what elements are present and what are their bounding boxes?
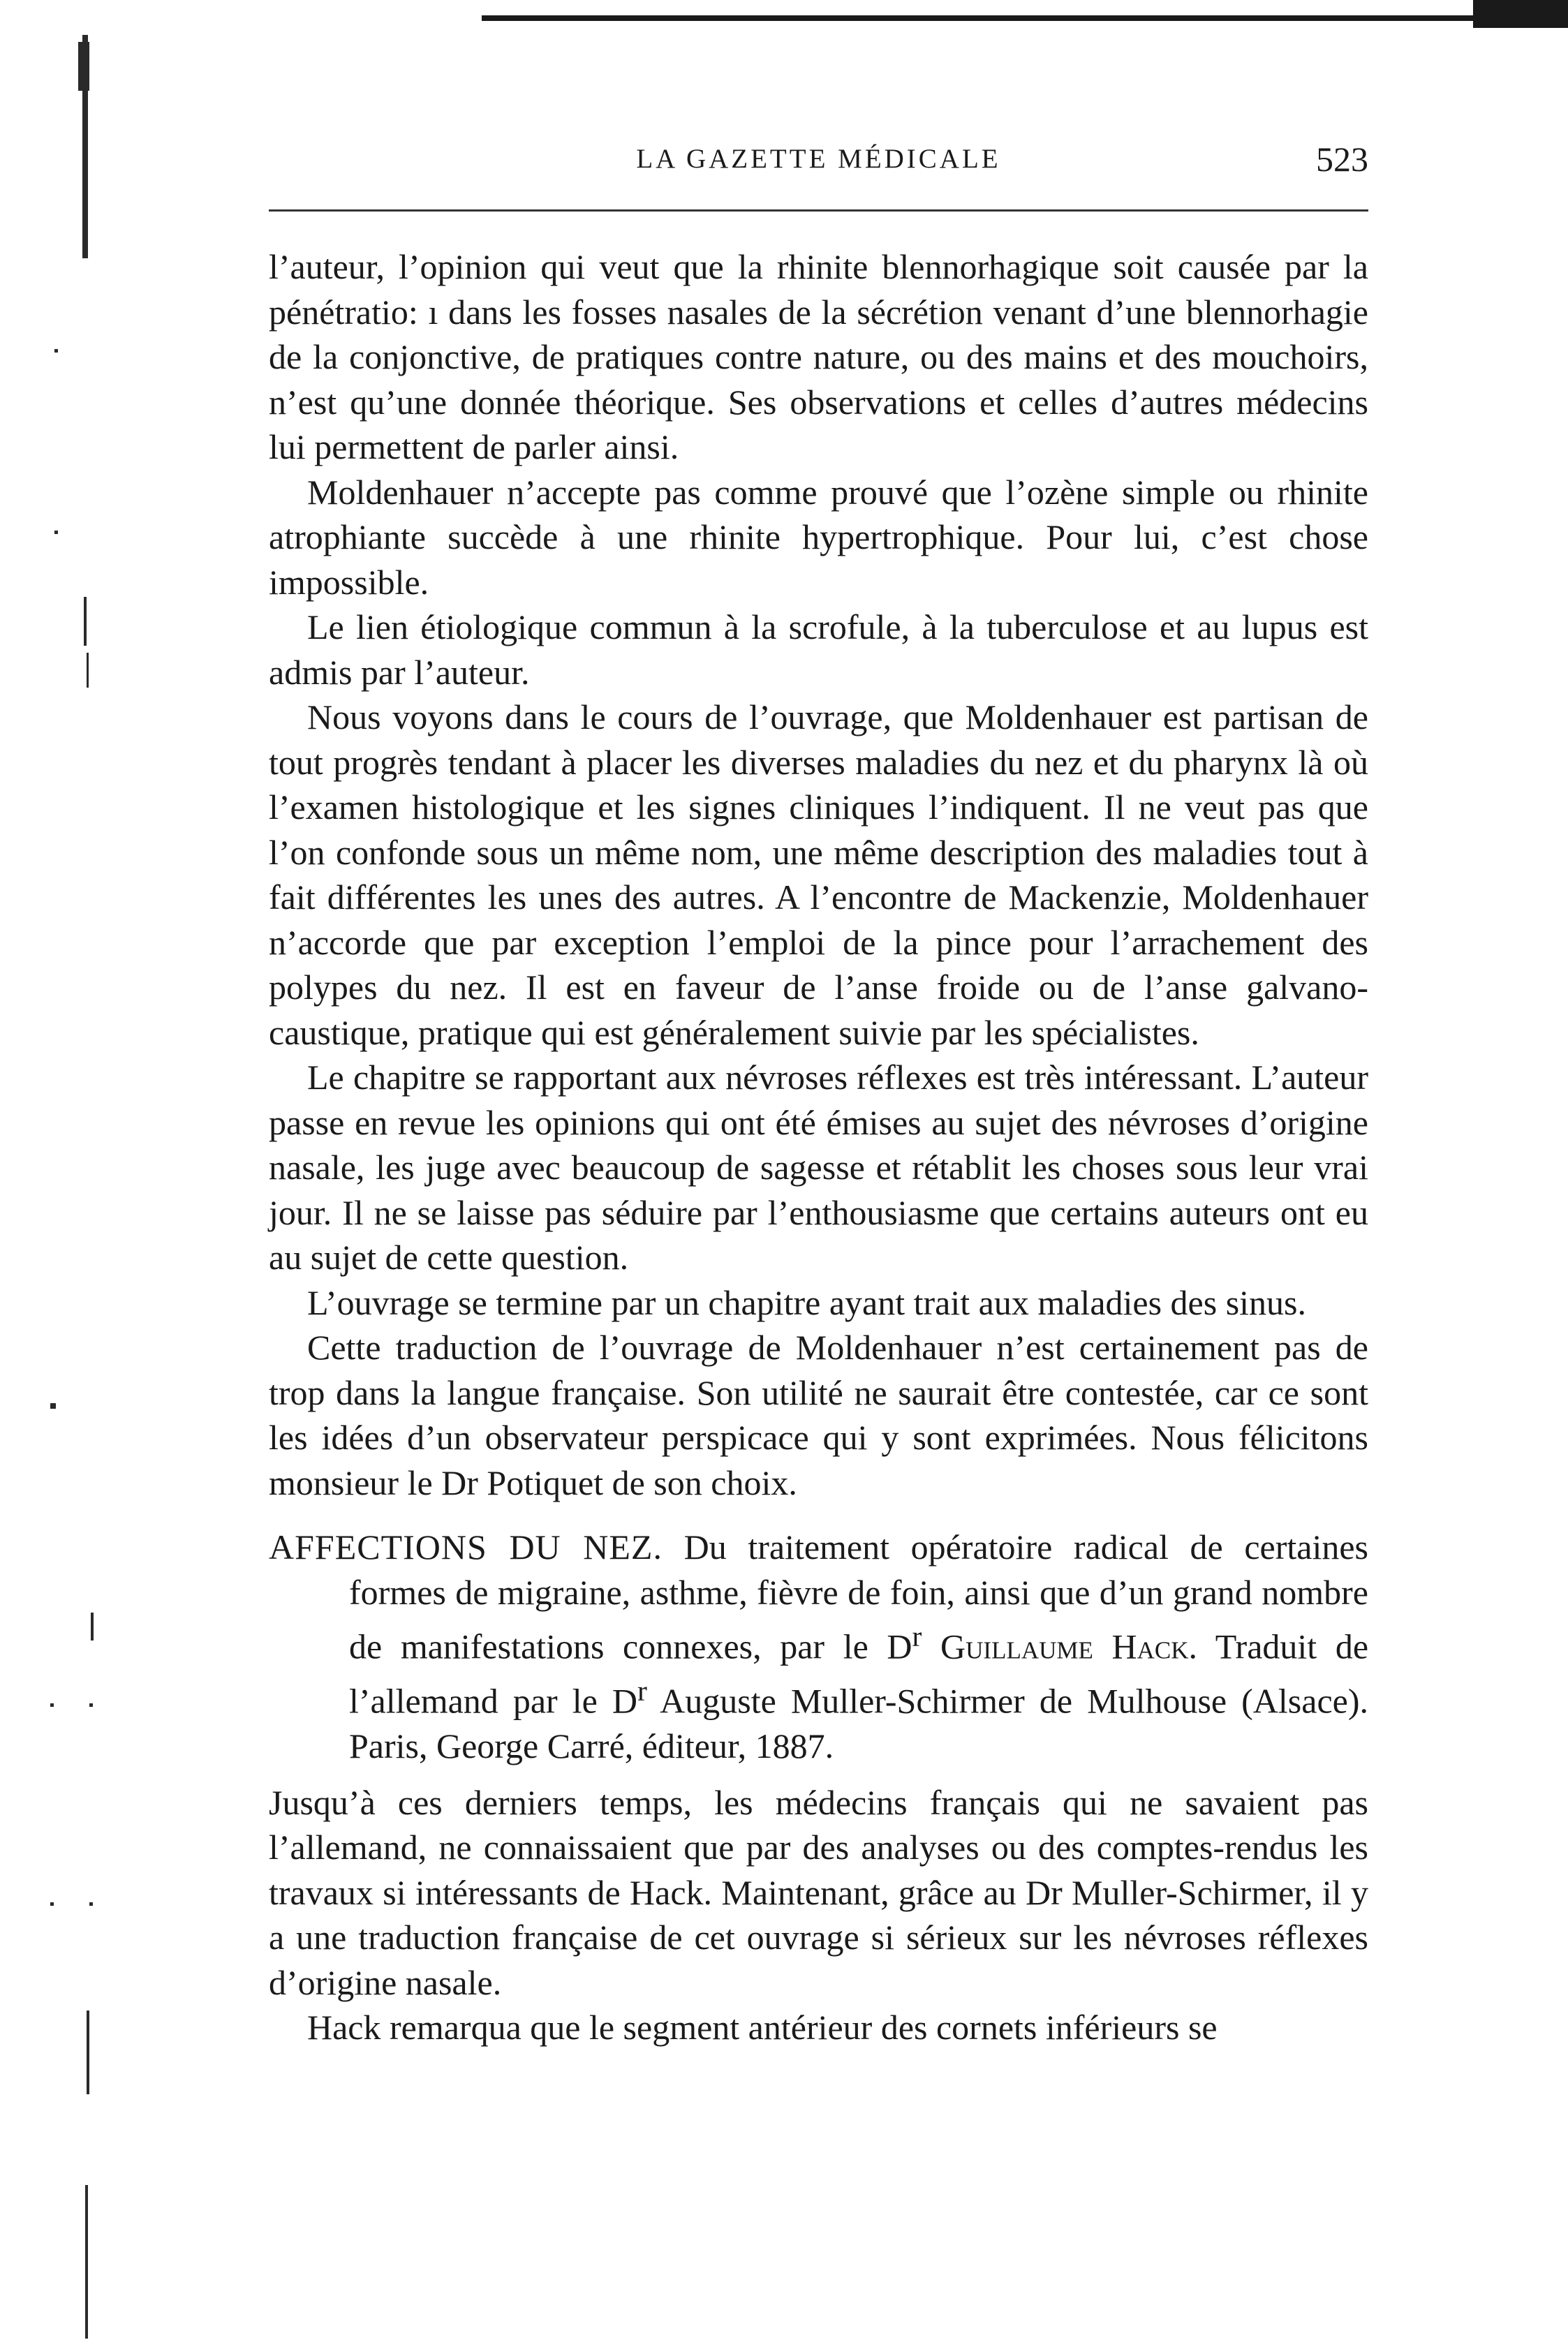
top-edge-rule	[482, 15, 1568, 21]
entry-sup: r	[637, 1675, 647, 1708]
entry-text: . Traduit de l’allemand par le D	[349, 1627, 1369, 1721]
paragraph: Cette traduction de l’ouvrage de Moldenhauer n’est certainement pas de trop dans la langue française. Son utilité ne saurait être contestée, car ce sont les idées d’un observateur perspicace qui y sont exprimées. Nous félicitons monsieur le Dr Potiquet de son choix.	[269, 1328, 1368, 1502]
entry-author: Guillaume Hack	[940, 1627, 1189, 1666]
paragraph: Moldenhauer n’accepte pas comme prouvé que l’ozène simple ou rhinite atrophiante succède à une rhinite hypertrophique. Pour lui, c’est chose impossible.	[269, 472, 1368, 602]
header-rule	[269, 209, 1368, 212]
page-number: 523	[1316, 140, 1368, 179]
page-header	[269, 140, 1368, 185]
paragraph: Nous voyons dans le cours de l’ouvrage, que Moldenhauer est partisan de tout progrès tendant à placer les diverses maladies du nez et du pharynx là où l’examen histologique et les signes cliniques l’indiquent. Il ne veut pas que l’on confonde sous un même nom, une même description des maladies tout à fait différentes les unes des autres. A l’encontre de Mackenzie, Moldenhauer n’accorde que par exception l’emploi de la pince pour l’arrachement des polypes du nez. Il est en faveur de l’anse froide ou de l’anse galvano-caustique, pratique qui est généralement suivie par les spécialistes.	[269, 697, 1368, 1052]
entry-title: AFFECTIONS DU NEZ.	[269, 1527, 663, 1567]
entry-text: Du traitement opératoire radical de certaines formes de migraine, asthme, fièvre de foin, ainsi que d’un grand nombre de manifestations connexes, par le D	[349, 1527, 1369, 1666]
margin-scan-marks	[0, 0, 98, 2340]
paragraph: L’ouvrage se termine par un chapitre ayant trait aux maladies des sinus.	[307, 1282, 1307, 1322]
paragraph: Le lien étiologique commun à la scrofule, à la tuberculose et au lupus est admis par l’auteur.	[269, 607, 1368, 692]
paragraph: l’auteur, l’opinion qui veut que la rhinite blennorhagique soit causée par la pénétratio: ı dans les fosses nasales de la sécrétion venant d’une blennorhagie de la conjonctive, de pratiques contre nature, ou des mains et des mouchoirs, n’est qu’une donnée théorique. Ses observations et celles d’autres médecins lui permettent de parler ainsi.	[269, 247, 1368, 466]
body-text	[269, 244, 1368, 2050]
paragraph: Hack remarqua que le segment antérieur des cornets inférieurs se	[307, 2008, 1218, 2048]
bibliographic-entry	[269, 1525, 1368, 1769]
paragraph: Jusqu’à ces derniers temps, les médecins français qui ne savaient pas l’allemand, ne connaissaient que par des analyses ou des comptes-rendus les travaux si intéressants de Hack. Maintenant, grâce au Dr Muller-Schirmer, il y a une traduction française de cet ouvrage si sérieux sur les névroses réflexes d’origine nasale.	[269, 1782, 1368, 2002]
paragraph: Le chapitre se rapportant aux névroses réflexes est très intéressant. L’auteur passe en revue les opinions qui ont été émises au sujet des névroses d’origine nasale, les juge avec beaucoup de sagesse et rétablit les choses sous leur vrai jour. Il ne se laisse pas séduire par l’enthousiasme que certains auteurs ont eu au sujet de cette question.	[269, 1058, 1368, 1277]
top-edge-block	[1473, 0, 1568, 28]
entry-sup: r	[912, 1621, 922, 1653]
running-head: LA GAZETTE MÉDICALE	[636, 144, 1001, 174]
entry-text: Auguste Muller-Schirmer de Mulhouse (Alsace). Paris, George Carré, éditeur, 1887.	[349, 1681, 1368, 1766]
